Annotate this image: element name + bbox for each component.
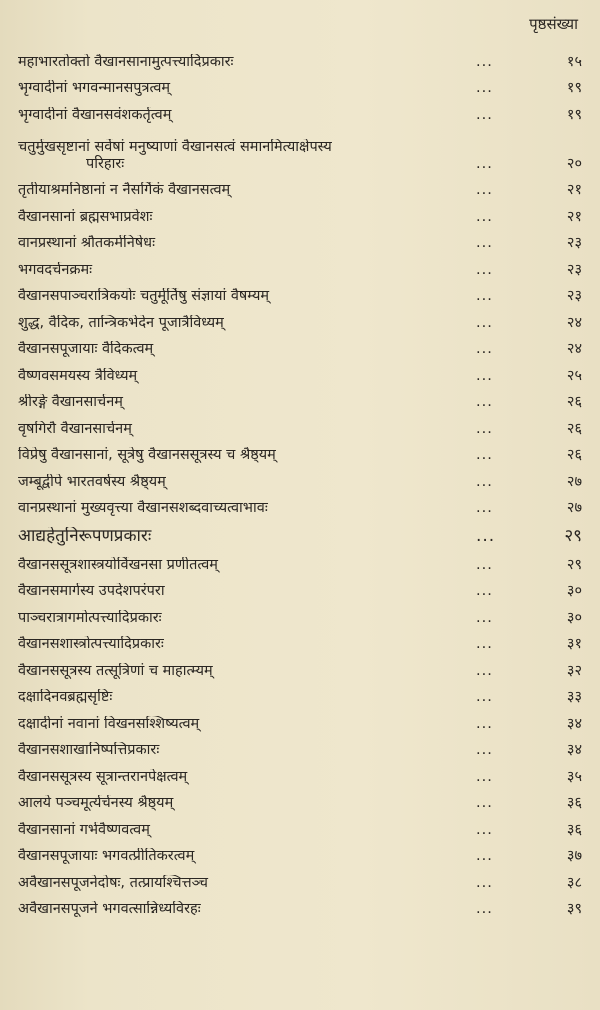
contents-entry xyxy=(18,124,588,173)
entry-leader: ... xyxy=(476,874,493,891)
entry-leader: ... xyxy=(476,583,493,600)
entry-title-line: चतुर्मुखसृष्टानां सर्वेषां मनुष्याणां वैखानसत्वं समानमित्याक्षेपस्य xyxy=(18,139,332,156)
entry-title: वैखानसपाञ्चरात्रिकयोः चतुर्मूर्तिषु संज्ञायां वैषम्यम् xyxy=(18,288,270,305)
entry-page-number: ३० xyxy=(566,583,582,600)
entry-page-number: २३ xyxy=(566,235,582,252)
entry-page-number: ३० xyxy=(566,609,582,626)
entry-leader: ... xyxy=(476,314,493,331)
entry-leader: ... xyxy=(476,768,493,785)
entry-page-number: २५ xyxy=(566,367,582,384)
contents-entry xyxy=(18,600,588,627)
contents-entry xyxy=(18,358,588,385)
entry-title: वैखानसपूजायाः भगवत्प्रीतिकरत्वम् xyxy=(18,848,195,865)
contents-entry xyxy=(18,44,588,71)
entry-leader: ... xyxy=(476,261,493,278)
entry-page-number: ३९ xyxy=(566,901,582,918)
entry-page-number: २६ xyxy=(566,420,582,437)
contents-entry xyxy=(18,865,588,892)
entry-title: वैखानससूत्रस्य तत्सूत्रिणां च माहात्म्यम् xyxy=(18,662,213,679)
entry-title: वैखानसशाखानिष्पत्तिप्रकारः xyxy=(18,742,160,759)
entry-title: तृतीयाश्रमनिष्ठानां न नैसर्गिकं वैखानसत्वम् xyxy=(18,182,231,199)
entry-leader: ... xyxy=(476,182,493,199)
entry-title: भगवदर्चनक्रमः xyxy=(18,261,93,278)
contents-entry xyxy=(18,97,588,124)
contents-entry xyxy=(18,332,588,359)
contents-entry xyxy=(18,892,588,919)
entry-page-number: २६ xyxy=(566,447,582,464)
contents-entry xyxy=(18,680,588,707)
contents-entry xyxy=(18,279,588,306)
entry-leader: ... xyxy=(476,795,493,812)
entry-page-number: ३८ xyxy=(566,874,582,891)
entry-page-number: २९ xyxy=(566,556,582,573)
entry-title: वानप्रस्थानां श्रौतकर्मनिषेधः xyxy=(18,235,156,252)
entry-leader: ... xyxy=(476,53,493,70)
entry-leader: ... xyxy=(476,556,493,573)
contents-entry xyxy=(18,706,588,733)
contents-entry xyxy=(18,464,588,491)
entry-leader: ... xyxy=(476,341,493,358)
entry-page-number: ३३ xyxy=(566,689,582,706)
entry-leader: ... xyxy=(476,235,493,252)
entry-page-number: २१ xyxy=(566,182,582,199)
entry-title: दक्षादिनवब्रह्मसृष्टिः xyxy=(18,689,113,706)
entry-page-number: ३६ xyxy=(566,795,582,812)
entry-title: वैखानसशास्त्रोत्पत्त्यादिप्रकारः xyxy=(18,636,164,653)
contents-section-heading xyxy=(18,517,588,547)
contents-entry xyxy=(18,252,588,279)
entry-title: पाञ्चरात्रागमोत्पत्त्यादिप्रकारः xyxy=(18,609,162,626)
entry-page-number: ३७ xyxy=(566,848,582,865)
entry-leader: ... xyxy=(476,742,493,759)
page-number-heading: पृष्ठसंख्या xyxy=(529,15,578,33)
entry-title: जम्बूद्वीपे भारतवर्षस्य श्रैष्ठ्यम् xyxy=(18,473,166,490)
entry-title: वैष्णवसमयस्य त्रैविध्यम् xyxy=(18,367,138,384)
entry-leader: ... xyxy=(476,500,493,517)
entry-leader: ... xyxy=(476,288,493,305)
entry-page-number: २७ xyxy=(566,473,582,490)
entry-title: श्रीरङ्गे वैखानसार्चनम् xyxy=(18,394,123,411)
contents-entry xyxy=(18,733,588,760)
entry-page-number: २६ xyxy=(566,394,582,411)
entry-title: वैखानसमार्गस्य उपदेशपरंपरा xyxy=(18,583,165,600)
entry-page-number: ३४ xyxy=(566,715,582,732)
contents-entry xyxy=(18,385,588,412)
entry-title: वृषगिरौ वैखानसार्चनम् xyxy=(18,420,132,437)
entry-leader: ... xyxy=(476,689,493,706)
contents-entry xyxy=(18,627,588,654)
entry-page-number: ३५ xyxy=(566,768,582,785)
entry-page-number: १९ xyxy=(566,106,582,123)
entry-page-number: २७ xyxy=(566,500,582,517)
contents-entry xyxy=(18,812,588,839)
entry-leader: ... xyxy=(476,106,493,123)
entry-leader: ... xyxy=(476,394,493,411)
contents-entry xyxy=(18,574,588,601)
entry-page-number: १५ xyxy=(566,53,582,70)
entry-title: दक्षादीनां नवानां विखनसश्शिष्यत्वम् xyxy=(18,715,200,732)
entry-page-number: ३१ xyxy=(566,636,582,653)
entry-title: विप्रेषु वैखानसानां, सूत्रेषु वैखानससूत्रस्य च श्रैष्ठ्यम् xyxy=(18,447,276,464)
entry-title: अवैखानसपूजने भगवत्सान्निध्यविरहः xyxy=(18,901,201,918)
entry-title: वैखानसानां ब्रह्मसभाप्रवेशः xyxy=(18,208,153,225)
entry-page-number: २४ xyxy=(566,341,582,358)
entry-title: वानप्रस्थानां मुख्यवृत्त्या वैखानसशब्दवाच्यत्वाभावः xyxy=(18,500,268,517)
entry-page-number: २० xyxy=(566,155,582,172)
entry-title: वैखानसपूजायाः वैदिकत्वम् xyxy=(18,341,154,358)
entry-leader: ... xyxy=(476,155,493,172)
entry-title-continuation: परिहारः xyxy=(86,155,125,172)
entry-title: आद्यहेतुनिरूपणप्रकारः xyxy=(18,527,152,547)
entry-page-number: ३२ xyxy=(566,662,582,679)
contents-entry xyxy=(18,199,588,226)
contents-list xyxy=(18,44,588,918)
entry-leader: ... xyxy=(476,420,493,437)
entry-title: वैखानसानां गर्भवैष्णवत्वम् xyxy=(18,821,150,838)
contents-entry xyxy=(18,173,588,200)
entry-page-number: ३४ xyxy=(566,742,582,759)
entry-leader: ... xyxy=(476,367,493,384)
entry-leader: ... xyxy=(476,80,493,97)
entry-title: वैखानससूत्रस्य सूत्रान्तरानपेक्षत्वम् xyxy=(18,768,188,785)
entry-leader: ... xyxy=(476,715,493,732)
entry-leader: ... xyxy=(476,821,493,838)
entry-page-number: २४ xyxy=(566,314,582,331)
contents-entry xyxy=(18,491,588,518)
entry-page-number: २३ xyxy=(566,288,582,305)
entry-leader: ... xyxy=(476,609,493,626)
entry-leader: ... xyxy=(476,848,493,865)
contents-entry xyxy=(18,226,588,253)
contents-entry xyxy=(18,438,588,465)
contents-entry xyxy=(18,759,588,786)
entry-title: वैखानससूत्रशास्त्रयोर्विखनसा प्रणीतत्वम् xyxy=(18,556,218,573)
entry-title: आलये पञ्चमूर्त्यर्चनस्य श्रैष्ठ्यम् xyxy=(18,795,174,812)
entry-title: महाभारतोक्तो वैखानसानामुत्पत्त्यादिप्रकारः xyxy=(18,53,234,70)
entry-title: अवैखानसपूजनेदोषः, तत्प्रायश्चित्तञ्च xyxy=(18,874,208,891)
entry-title: शुद्ध, वैदिक, तान्त्रिकभेदेन पूजात्रैविध्यम् xyxy=(18,314,224,331)
entry-leader: ... xyxy=(476,636,493,653)
entry-page-number: २१ xyxy=(566,208,582,225)
entry-page-number: २३ xyxy=(566,261,582,278)
entry-leader: ... xyxy=(476,473,493,490)
entry-leader: ... xyxy=(476,526,496,547)
contents-entry xyxy=(18,411,588,438)
entry-leader: ... xyxy=(476,662,493,679)
contents-entry xyxy=(18,786,588,813)
entry-page-number: २९ xyxy=(564,526,582,547)
contents-entry xyxy=(18,839,588,866)
entry-page-number: ३६ xyxy=(566,821,582,838)
entry-title: भृग्वादीनां वैखानसवंशकर्तृत्वम् xyxy=(18,106,172,123)
entry-leader: ... xyxy=(476,447,493,464)
entry-page-number: १९ xyxy=(566,80,582,97)
entry-title: भृग्वादीनां भगवन्मानसपुत्रत्वम् xyxy=(18,80,171,97)
contents-entry xyxy=(18,71,588,98)
entry-title xyxy=(18,139,476,172)
contents-entry xyxy=(18,305,588,332)
entry-leader: ... xyxy=(476,901,493,918)
contents-entry xyxy=(18,653,588,680)
contents-entry xyxy=(18,547,588,574)
entry-leader: ... xyxy=(476,208,493,225)
